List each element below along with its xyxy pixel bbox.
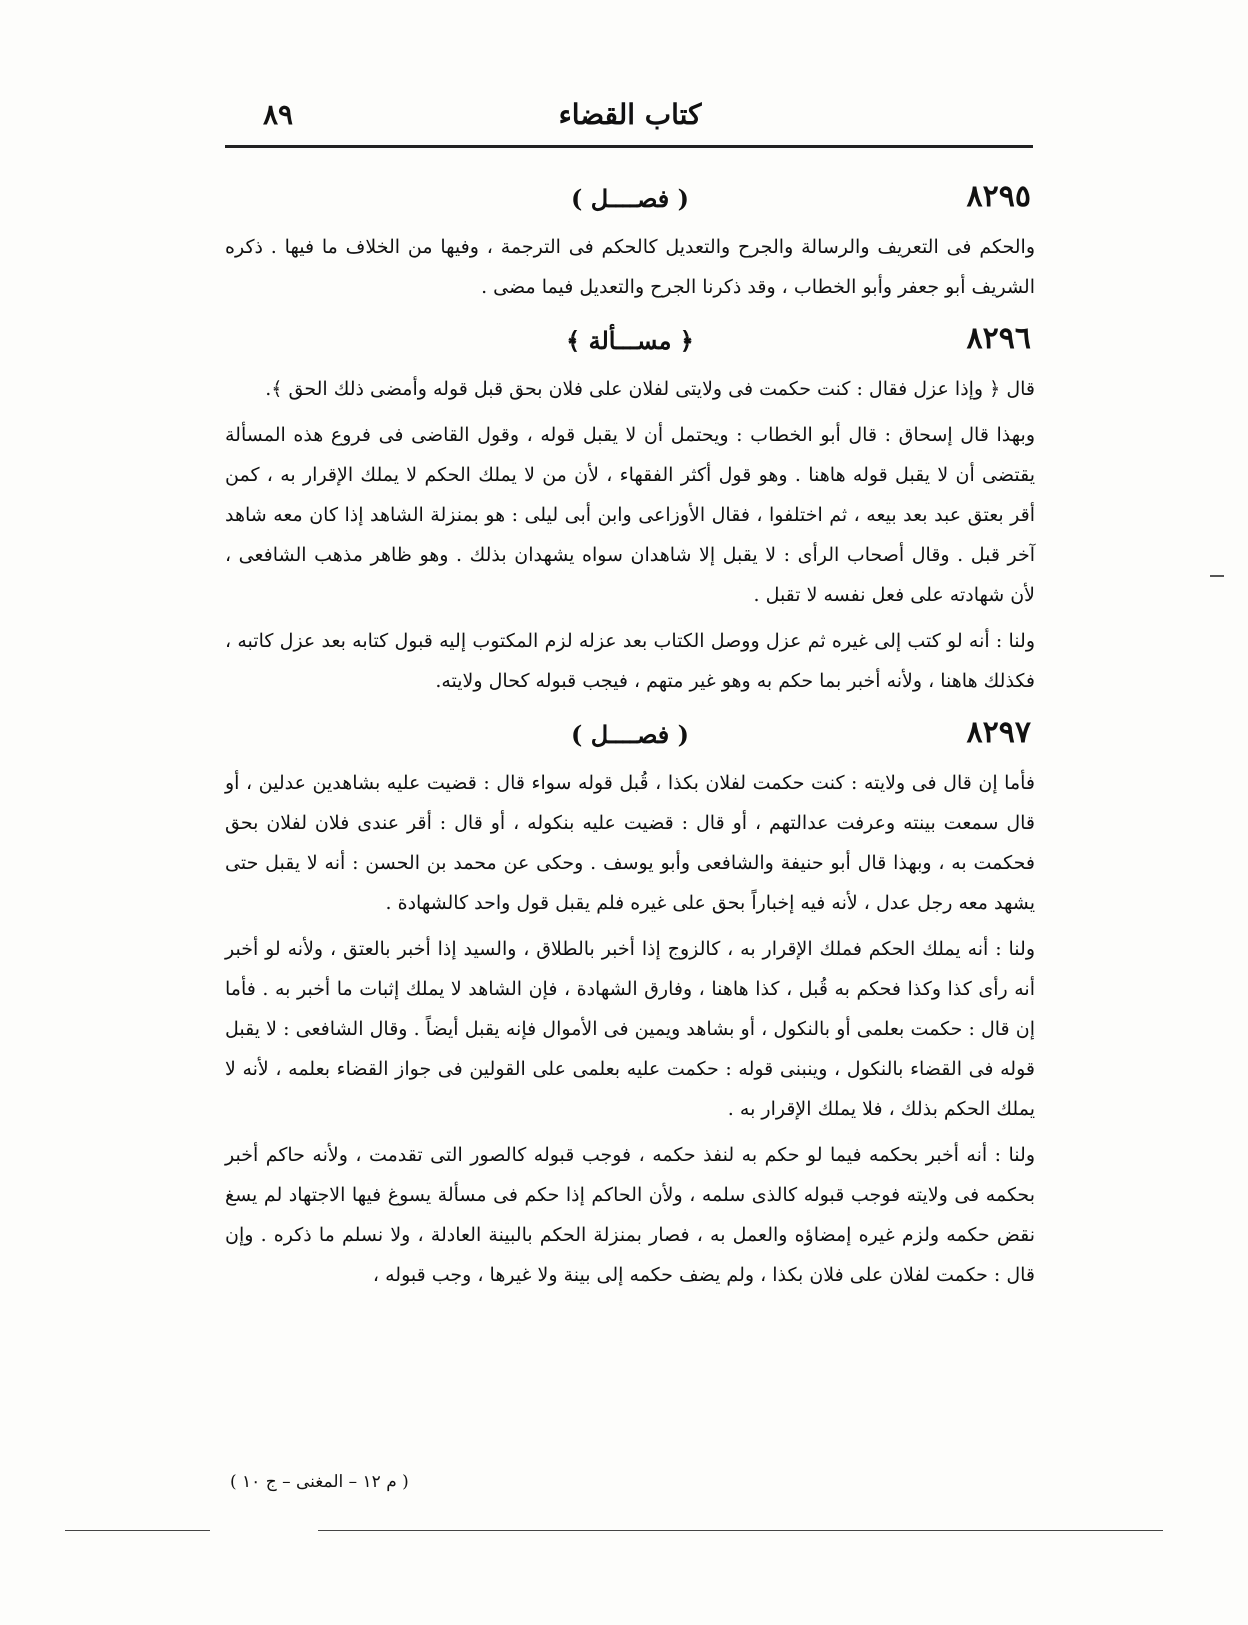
footer-reference: ( م ١٢ – المغنى – ج ١٠ ) [230,1472,409,1492]
section-heading [225,175,1035,219]
section-title: ( فصــــل ) [570,184,689,213]
section-number: ٨٢٩٥ [966,179,1031,214]
header-rule [225,145,1033,148]
section-heading [225,317,1035,361]
paragraph: قال ﴿ وإذا عزل فقال : كنت حكمت فى ولايتى لفلان على فلان بحق قبل قوله وأمضى ذلك الحق ﴾. [265,378,1035,400]
scan-mark [1210,575,1224,577]
running-title: كتاب القضاء [558,98,702,131]
section-title: ( فصــــل ) [570,720,689,749]
page-header [225,98,1035,138]
main-text [225,165,1035,1295]
section-heading [225,711,1035,755]
bottom-rule-right [318,1530,1163,1531]
paragraph: فأما إن قال فى ولايته : كنت حكمت لفلان بكذا ، قُبل قوله سواء قال : قضيت عليه بشاهدين عدلين ، أو قال سمعت بينته وعرفت عدالتهم ، أو قال : قضيت عليه بنكوله ، أو قال : أقر عندى فلان لفلان بحق فحكمت به ، وبهذا قال أبو حنيفة والشافعى وأبو يوسف . وحكى عن محمد بن الحسن : أنه لا يقبل حتى يشهد معه رجل عدل ، لأنه فيه إخباراً بحق على غيره فلم يقبل قول واحد كالشهادة . [225,772,1036,914]
paragraph: ولنا : أنه لو كتب إلى غيره ثم عزل ووصل الكتاب بعد عزله لزم المكتوب إليه قبول كتابه بعد عزل كاتبه ، فكذلك هاهنا ، ولأنه أخبر بما حكم به وهو غير متهم ، فيجب قبوله كحال ولايته. [225,630,1035,692]
paragraph: والحكم فى التعريف والرسالة والجرح والتعديل كالحكم فى الترجمة ، وفيها من الخلاف ما فيها . ذكره الشريف أبو جعفر وأبو الخطاب ، وقد ذكرنا الجرح والتعديل فيما مضى . [225,236,1035,298]
section-number: ٨٢٩٦ [966,321,1031,356]
paragraph: ولنا : أنه يملك الحكم فملك الإقرار به ، كالزوج إذا أخبر بالطلاق ، والسيد إذا أخبر بالعتق ، ولأنه لو أخبر أنه رأى كذا وكذا فحكم به قُبل ، كذا هاهنا ، وفارق الشهادة ، فإن الشاهد لا يملك إثبات ما أخبر به . فأما إن قال : حكمت بعلمى أو بالنكول ، أو بشاهد ويمين فى الأموال فإنه يقبل أيضاً . وقال الشافعى : لا يقبل قوله فى القضاء بالنكول ، وينبنى قوله : حكمت عليه بعلمى على القولين فى جواز القضاء بعلمه ، لأنه لا يملك الحكم بذلك ، فلا يملك الإقرار به . [225,938,1035,1120]
section-title: ﴿ مســـألة ﴾ [566,326,694,355]
page-number: ٨٩ [263,98,294,131]
paragraph: ولنا : أنه أخبر بحكمه فيما لو حكم به لنفذ حكمه ، فوجب قبوله كالصور التى تقدمت ، ولأنه حاكم أخبر بحكمه فى ولايته فوجب قبوله كالذى سلمه ، ولأن الحاكم إذا حكم فى مسألة يسوغ فيها الاجتهاد لم يسغ نقض حكمه ولزم غيره إمضاؤه والعمل به ، فصار بمنزلة الحكم بالبينة العادلة ، ولا نسلم ما ذكره . وإن قال : حكمت لفلان على فلان بكذا ، ولم يضف حكمه إلى بينة ولا غيرها ، وجب قبوله ، [225,1144,1035,1286]
section-number: ٨٢٩٧ [966,715,1031,750]
bottom-rule-left [65,1530,210,1531]
paragraph: وبهذا قال إسحاق : قال أبو الخطاب : ويحتمل أن لا يقبل قوله ، وقول القاضى فى فروع هذه المسألة يقتضى أن لا يقبل قوله هاهنا . وهو قول أكثر الفقهاء ، لأن من لا يملك الحكم لا يملك الإقرار به ، كمن أقر بعتق عبد بعد بيعه ، ثم اختلفوا ، فقال الأوزاعى وابن أبى ليلى : هو بمنزلة الشاهد إذا كان معه شاهد آخر قبل . وقال أصحاب الرأى : لا يقبل إلا شاهدان سواه يشهدان بذلك . وهو ظاهر مذهب الشافعى ، لأن شهادته على فعل نفسه لا تقبل . [225,424,1035,606]
